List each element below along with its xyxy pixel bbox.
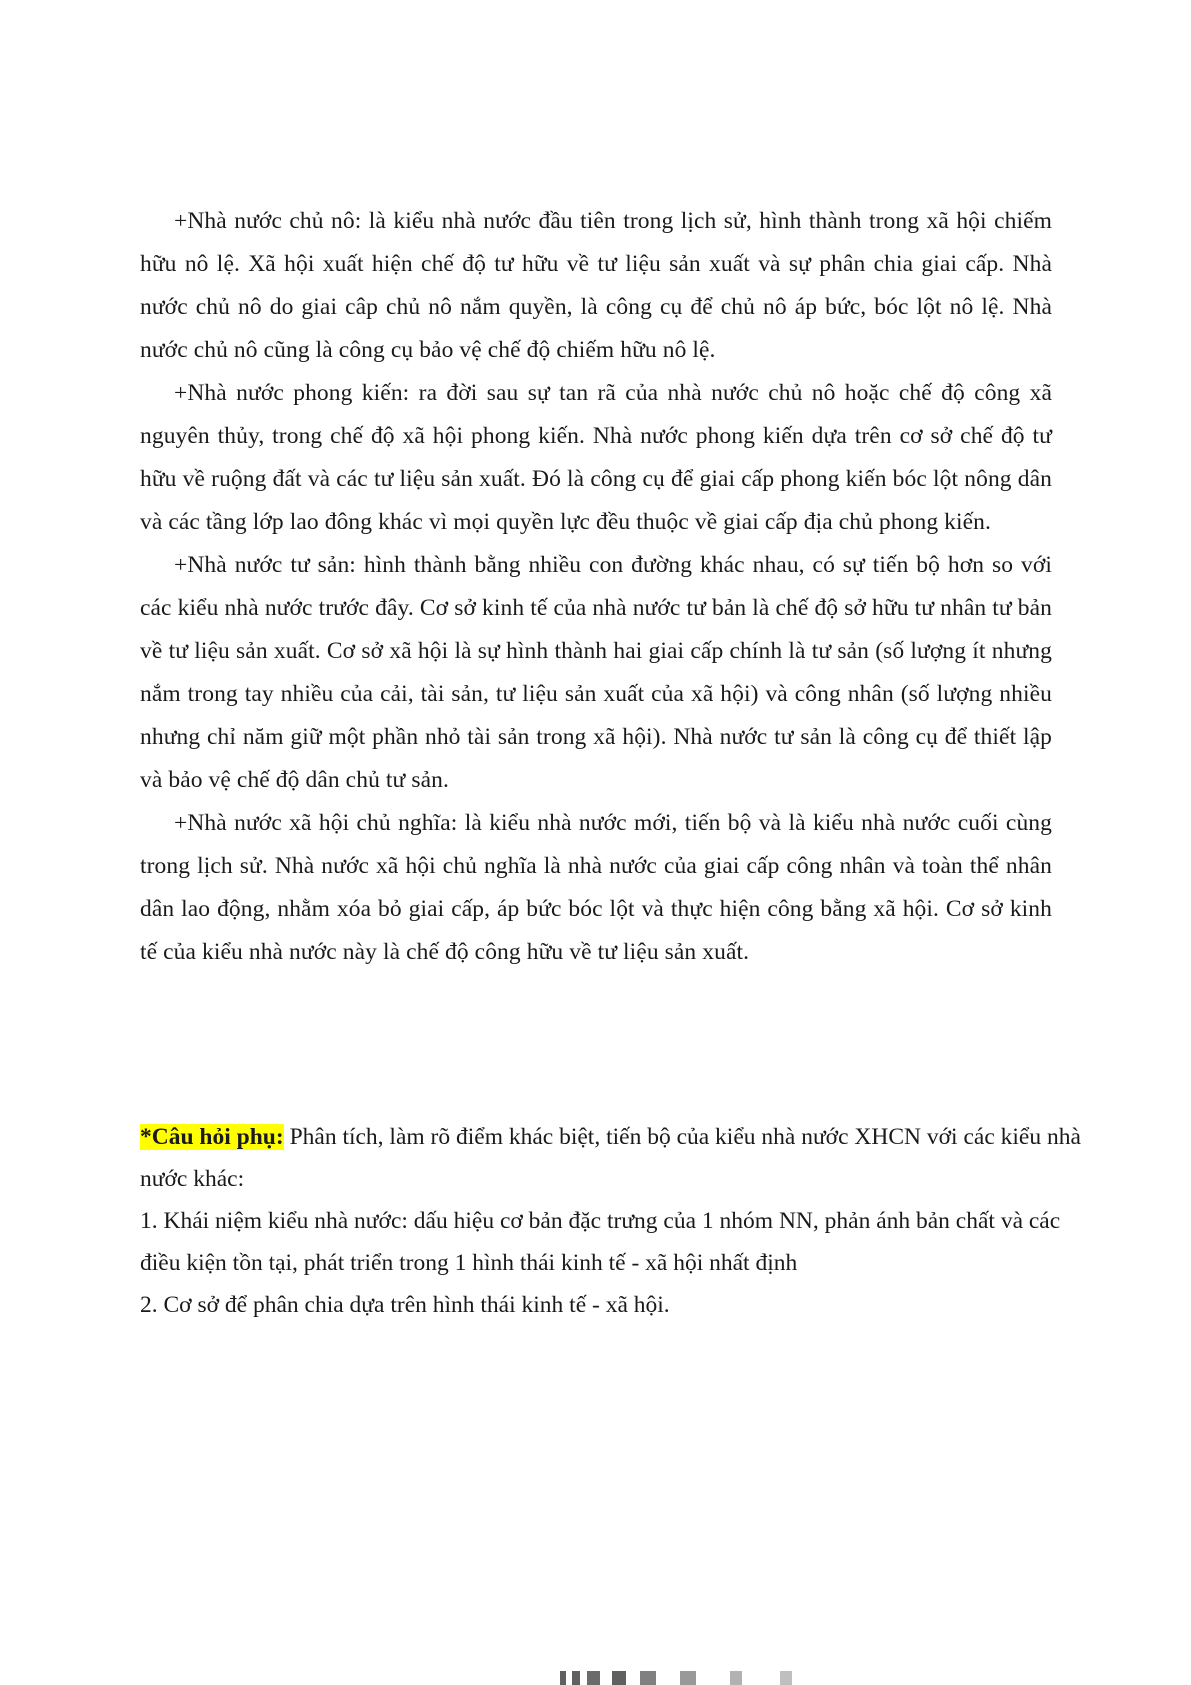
paragraph-bourgeois-state: +Nhà nước tư sản: hình thành bằng nhiều con đường khác nhau, có sự tiến bộ hơn so với các kiểu nhà nước trước đây. Cơ sở kinh tế của nhà nước tư bản là chế độ sở hữu tư nhân tư bản về tư liệu sản xuất. Cơ sở xã hội là sự hình thành hai giai cấp chính là tư sản (số lượng ít nhưng nắm trong tay nhiều của cải, tài sản, tư liệu sản xuất của xã hội) và công nhân (số lượng nhiều nhưng chỉ năm giữ một phần nhỏ tài sản trong xã hội). Nhà nước tư sản là công cụ để thiết lập và bảo vệ chế độ dân chủ tư sản. <box>140 552 1052 793</box>
extra-question-text: Phân tích, làm rõ điểm khác biệt, tiến bộ của kiểu nhà nước XHCN với các kiểu nhà nước khác: <box>140 1124 1081 1192</box>
extra-question-point-1: 1. Khái niệm kiểu nhà nước: dấu hiệu cơ bản đặc trưng của 1 nhóm NN, phản ánh bản chất và các điều kiện tồn tại, phát triển trong 1 hình thái kinh tế - xã hội nhất định <box>140 1208 1061 1276</box>
extra-question-point-2: 2. Cơ sở để phân chia dựa trên hình thái kinh tế - xã hội. <box>140 1292 670 1318</box>
extra-question-heading <box>140 1116 1085 1200</box>
document-body <box>140 200 1052 974</box>
cutoff-text-fragments <box>560 1671 1030 1685</box>
paragraph-slave-state: +Nhà nước chủ nô: là kiểu nhà nước đầu tiên trong lịch sử, hình thành trong xã hội chiếm hữu nô lệ. Xã hội xuất hiện chế độ tư hữu về tư liệu sản xuất và sự phân chia giai cấp. Nhà nước chủ nô do giai câp chủ nô nắm quyền, là công cụ để chủ nô áp bức, bóc lột nô lệ. Nhà nước chủ nô cũng là công cụ bảo vệ chế độ chiếm hữu nô lệ. <box>140 208 1052 363</box>
extra-question-section <box>140 1116 1085 1326</box>
paragraph-socialist-state: +Nhà nước xã hội chủ nghĩa: là kiểu nhà nước mới, tiến bộ và là kiểu nhà nước cuối cùng trong lịch sử. Nhà nước xã hội chủ nghĩa là nhà nước của giai cấp công nhân và toàn thể nhân dân lao động, nhằm xóa bỏ giai cấp, áp bức bóc lột và thực hiện công bằng xã hội. Cơ sở kinh tế của kiểu nhà nước này là chế độ công hữu về tư liệu sản xuất. <box>140 810 1052 965</box>
paragraph-feudal-state: +Nhà nước phong kiến: ra đời sau sự tan rã của nhà nước chủ nô hoặc chế độ công xã nguyên thủy, trong chế độ xã hội phong kiến. Nhà nước phong kiến dựa trên cơ sở chế độ tư hữu về ruộng đất và các tư liệu sản xuất. Đó là công cụ để giai cấp phong kiến bóc lột nông dân và các tầng lớp lao đông khác vì mọi quyền lực đều thuộc về giai cấp địa chủ phong kiến. <box>140 380 1052 535</box>
page-bottom-cutoff-text <box>0 1671 1191 1685</box>
highlighted-label: *Câu hỏi phụ: <box>140 1124 284 1150</box>
